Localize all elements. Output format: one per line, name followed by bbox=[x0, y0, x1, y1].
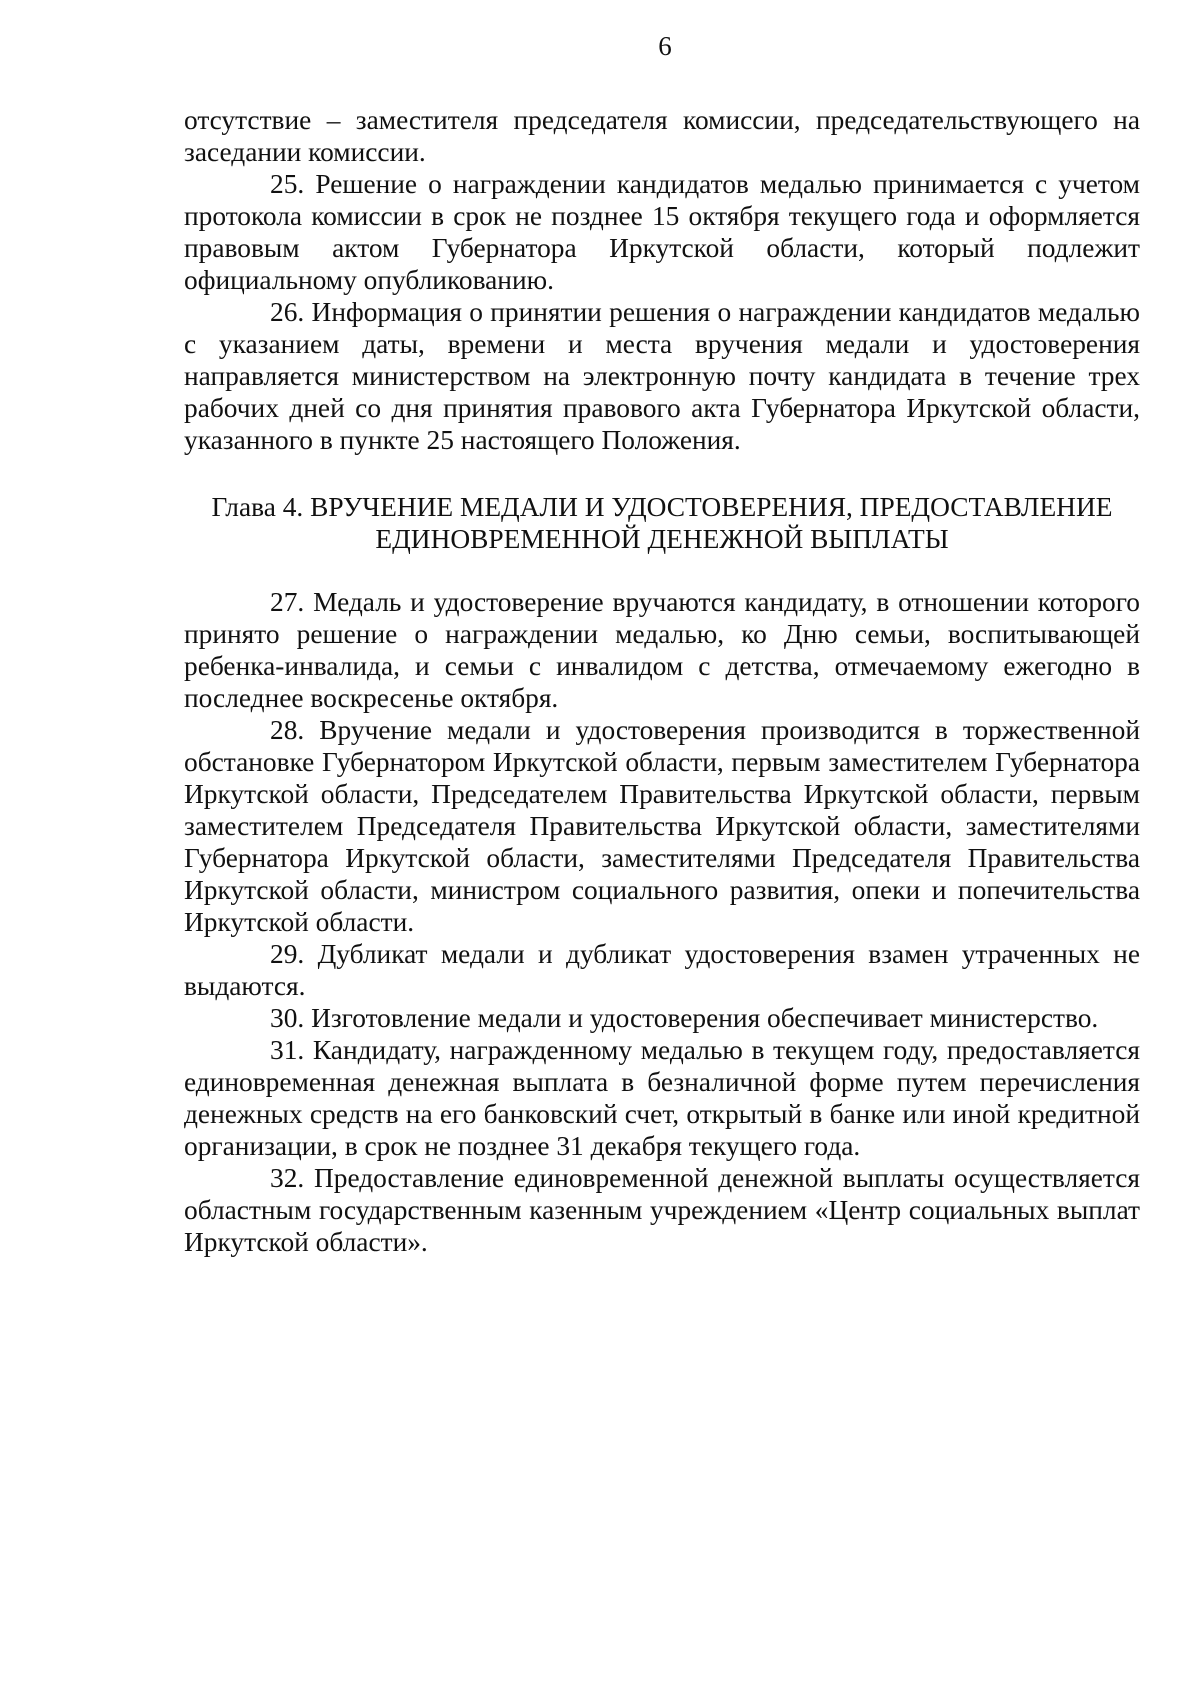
text-block-bottom bbox=[184, 586, 1140, 1258]
paragraph-27: 27. Медаль и удостоверение вручаются кандидату, в отношении которого принято решение о награждении медалью, ко Дню семьи, воспитывающей ребенка-инвалида, и семьи с инвалидом с детства, отмечаемому ежегодно в последнее воскресенье октября. bbox=[184, 587, 1140, 713]
paragraph-29: 29. Дубликат медали и дубликат удостоверения взамен утраченных не выдаются. bbox=[184, 939, 1140, 1001]
paragraph-26: 26. Информация о принятии решения о награждении кандидатов медалью с указанием даты, времени и места вручения медали и удостоверения направляется министерством на электронную почту кандидата в течение трех рабочих дней со дня принятия правового акта Губернатора Иркутской области, указанного в пункте 25 настоящего Положения. bbox=[184, 297, 1140, 455]
chapter-heading-line-2: ЕДИНОВРЕМЕННОЙ ДЕНЕЖНОЙ ВЫПЛАТЫ bbox=[375, 524, 949, 554]
chapter-heading-line-1: Глава 4. ВРУЧЕНИЕ МЕДАЛИ И УДОСТОВЕРЕНИЯ, ПРЕДОСТАВЛЕНИЕ bbox=[211, 492, 1113, 522]
page-number: 6 bbox=[658, 31, 672, 61]
paragraph-28: 28. Вручение медали и удостоверения производится в торжественной обстановке Губернатором Иркутской области, первым заместителем Губернатора Иркутской области, Председателем Правительства Иркутской области, первым заместителем Председателя Правительства Иркутской области, заместителями Губернатора Иркутской области, заместителями Председателя Правительства Иркутской области, министром социального развития, опеки и попечительства Иркутской области. bbox=[184, 715, 1140, 937]
paragraph-31: 31. Кандидату, награжденному медалью в текущем году, предоставляется единовременная денежная выплата в безналичной форме путем перечисления денежных средств на его банковский счет, открытый в банке или иной кредитной организации, в срок не позднее 31 декабря текущего года. bbox=[184, 1035, 1140, 1161]
paragraph-24-continuation: отсутствие – заместителя председателя комиссии, председательствующего на заседании комиссии. bbox=[184, 105, 1140, 167]
paragraph-32: 32. Предоставление единовременной денежной выплаты осуществляется областным государственным казенным учреждением «Центр социальных выплат Иркутской области». bbox=[184, 1163, 1140, 1257]
paragraph-30: 30. Изготовление медали и удостоверения обеспечивает министерство. bbox=[270, 1003, 1099, 1033]
text-block-top bbox=[184, 104, 1140, 456]
chapter-heading bbox=[184, 491, 1140, 555]
paragraph-25: 25. Решение о награждении кандидатов медалью принимается с учетом протокола комиссии в срок не позднее 15 октября текущего года и оформляется правовым актом Губернатора Иркутской области, который подлежит официальному опубликованию. bbox=[184, 169, 1140, 295]
